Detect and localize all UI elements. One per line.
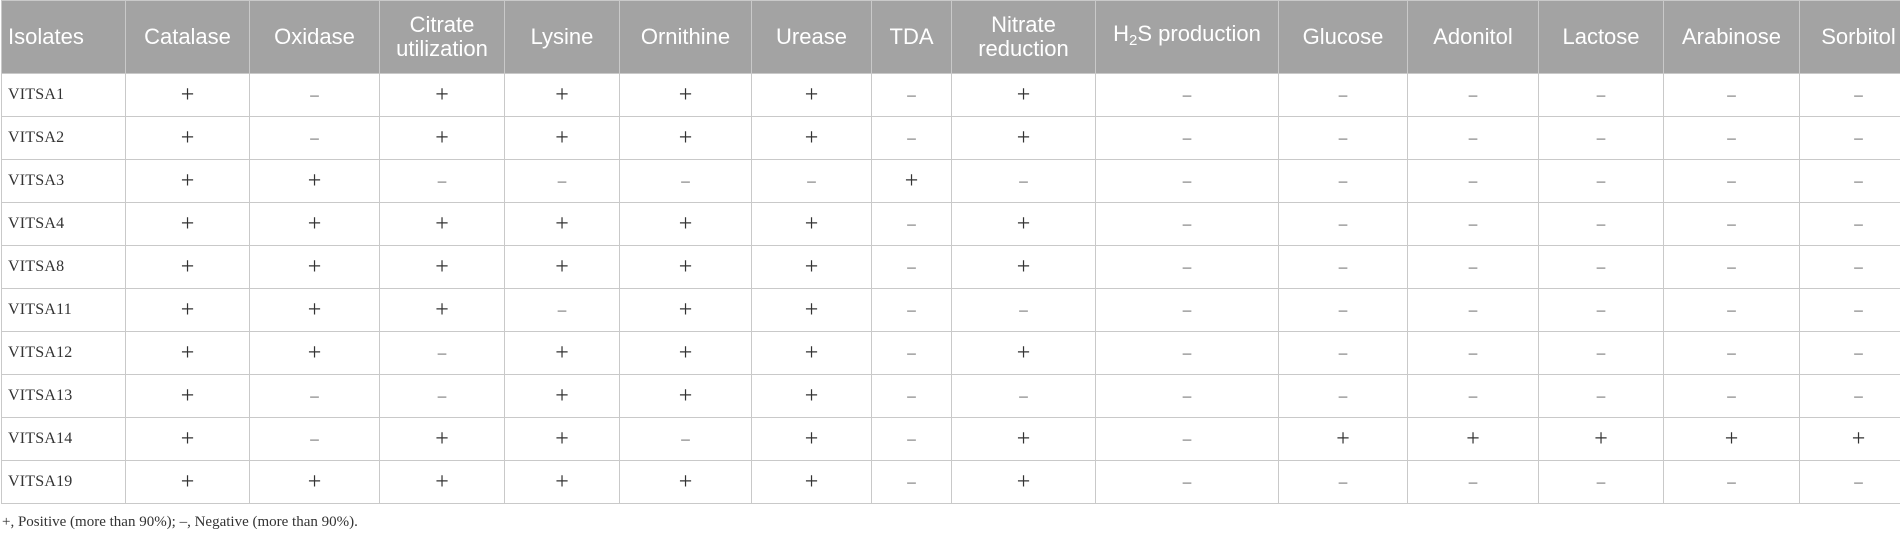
result-cell: +: [952, 246, 1096, 289]
result-cell: +: [505, 375, 620, 418]
table-header: [2, 1, 1900, 74]
result-cell: –: [250, 74, 380, 117]
result-cell: +: [380, 461, 505, 504]
result-cell: +: [752, 289, 872, 332]
column-header: TDA: [872, 1, 952, 74]
isolate-name-cell: VITSA3: [2, 160, 126, 203]
result-cell: +: [250, 203, 380, 246]
result-cell: +: [620, 203, 752, 246]
result-cell: +: [1539, 418, 1664, 461]
result-cell: –: [1800, 203, 1900, 246]
result-cell: +: [952, 117, 1096, 160]
result-cell: +: [250, 289, 380, 332]
column-header: Oxidase: [250, 1, 380, 74]
result-cell: –: [1539, 74, 1664, 117]
result-cell: –: [1664, 289, 1800, 332]
result-cell: –: [1800, 289, 1900, 332]
result-cell: –: [1279, 332, 1408, 375]
result-cell: +: [126, 74, 250, 117]
result-cell: –: [952, 160, 1096, 203]
result-cell: –: [872, 418, 952, 461]
result-cell: +: [752, 203, 872, 246]
result-cell: –: [1664, 461, 1800, 504]
result-cell: –: [1539, 160, 1664, 203]
result-cell: –: [1800, 246, 1900, 289]
column-header: Urease: [752, 1, 872, 74]
result-cell: +: [620, 117, 752, 160]
result-cell: –: [1279, 117, 1408, 160]
subscript-text: 2: [1129, 31, 1138, 49]
result-cell: +: [620, 461, 752, 504]
result-cell: –: [1279, 246, 1408, 289]
result-cell: –: [952, 289, 1096, 332]
result-cell: +: [752, 461, 872, 504]
result-cell: –: [620, 160, 752, 203]
results-table: [1, 0, 1900, 504]
result-cell: –: [1664, 203, 1800, 246]
result-cell: –: [1539, 246, 1664, 289]
result-cell: +: [126, 375, 250, 418]
result-cell: +: [380, 74, 505, 117]
result-cell: +: [126, 160, 250, 203]
isolate-name-cell: VITSA4: [2, 203, 126, 246]
result-cell: +: [380, 289, 505, 332]
result-cell: –: [1096, 461, 1279, 504]
table-row: [2, 160, 1900, 203]
result-cell: +: [620, 289, 752, 332]
result-cell: –: [505, 289, 620, 332]
result-cell: –: [1664, 74, 1800, 117]
result-cell: +: [380, 246, 505, 289]
result-cell: –: [872, 375, 952, 418]
result-cell: –: [1408, 246, 1539, 289]
result-cell: +: [505, 246, 620, 289]
result-cell: –: [1096, 74, 1279, 117]
result-cell: +: [126, 289, 250, 332]
isolate-name-cell: VITSA14: [2, 418, 126, 461]
isolate-name-cell: VITSA8: [2, 246, 126, 289]
result-cell: –: [872, 117, 952, 160]
result-cell: +: [126, 203, 250, 246]
isolate-name-cell: VITSA1: [2, 74, 126, 117]
result-cell: +: [126, 461, 250, 504]
result-cell: –: [250, 117, 380, 160]
result-cell: +: [752, 375, 872, 418]
result-cell: +: [752, 74, 872, 117]
result-cell: –: [1408, 375, 1539, 418]
result-cell: –: [1539, 117, 1664, 160]
column-header: Isolates: [2, 1, 126, 74]
result-cell: +: [250, 332, 380, 375]
isolate-name-cell: VITSA12: [2, 332, 126, 375]
result-cell: –: [1800, 74, 1900, 117]
column-header: Ornithine: [620, 1, 752, 74]
result-cell: –: [1096, 289, 1279, 332]
column-header: Arabinose: [1664, 1, 1800, 74]
result-cell: –: [1096, 332, 1279, 375]
result-cell: +: [380, 418, 505, 461]
isolate-name-cell: VITSA11: [2, 289, 126, 332]
result-cell: –: [1408, 117, 1539, 160]
result-cell: –: [1664, 246, 1800, 289]
result-cell: –: [872, 289, 952, 332]
result-cell: –: [1539, 332, 1664, 375]
table-row: [2, 203, 1900, 246]
table-row: [2, 246, 1900, 289]
result-cell: –: [1408, 74, 1539, 117]
result-cell: –: [380, 332, 505, 375]
column-header: Nitrate reduction: [952, 1, 1096, 74]
table-row: [2, 289, 1900, 332]
result-cell: +: [250, 461, 380, 504]
result-cell: –: [1096, 375, 1279, 418]
result-cell: –: [1096, 246, 1279, 289]
column-header: Citrate utilization: [380, 1, 505, 74]
result-cell: –: [1539, 289, 1664, 332]
result-cell: –: [1664, 332, 1800, 375]
result-cell: +: [752, 418, 872, 461]
result-cell: +: [952, 203, 1096, 246]
result-cell: +: [126, 418, 250, 461]
result-cell: –: [1539, 203, 1664, 246]
result-cell: +: [380, 203, 505, 246]
result-cell: +: [1279, 418, 1408, 461]
column-header: Adonitol: [1408, 1, 1539, 74]
result-cell: –: [872, 203, 952, 246]
result-cell: +: [505, 117, 620, 160]
result-cell: –: [1664, 117, 1800, 160]
table-row: [2, 117, 1900, 160]
result-cell: –: [1279, 160, 1408, 203]
result-cell: –: [1664, 160, 1800, 203]
result-cell: –: [1800, 117, 1900, 160]
isolate-name-cell: VITSA2: [2, 117, 126, 160]
column-header: Glucose: [1279, 1, 1408, 74]
result-cell: +: [620, 74, 752, 117]
result-cell: +: [620, 332, 752, 375]
result-cell: –: [1096, 160, 1279, 203]
column-header: Sorbitol: [1800, 1, 1900, 74]
result-cell: –: [1800, 332, 1900, 375]
result-cell: +: [505, 332, 620, 375]
result-cell: +: [620, 246, 752, 289]
table-body: [2, 74, 1900, 504]
result-cell: +: [126, 332, 250, 375]
result-cell: –: [380, 375, 505, 418]
table-footnote: +, Positive (more than 90%); –, Negative (more than 90%).: [2, 514, 358, 530]
result-cell: –: [872, 246, 952, 289]
isolate-name-cell: VITSA19: [2, 461, 126, 504]
result-cell: –: [872, 74, 952, 117]
isolate-name-cell: VITSA13: [2, 375, 126, 418]
table-row: [2, 418, 1900, 461]
result-cell: –: [1279, 461, 1408, 504]
result-cell: +: [250, 160, 380, 203]
result-cell: +: [126, 117, 250, 160]
result-cell: –: [1539, 375, 1664, 418]
result-cell: +: [380, 117, 505, 160]
result-cell: +: [1408, 418, 1539, 461]
result-cell: –: [250, 375, 380, 418]
result-cell: –: [1408, 203, 1539, 246]
result-cell: –: [250, 418, 380, 461]
result-cell: –: [1800, 375, 1900, 418]
result-cell: –: [1664, 375, 1800, 418]
column-header: Lysine: [505, 1, 620, 74]
result-cell: –: [1408, 160, 1539, 203]
result-cell: –: [1096, 418, 1279, 461]
result-cell: +: [505, 74, 620, 117]
result-cell: –: [1279, 74, 1408, 117]
result-cell: +: [872, 160, 952, 203]
result-cell: –: [1279, 289, 1408, 332]
result-cell: +: [952, 332, 1096, 375]
result-cell: –: [1408, 289, 1539, 332]
table-row: [2, 461, 1900, 504]
result-cell: –: [1408, 461, 1539, 504]
result-cell: –: [505, 160, 620, 203]
result-cell: –: [1096, 203, 1279, 246]
result-cell: +: [505, 418, 620, 461]
result-cell: –: [872, 332, 952, 375]
result-cell: –: [1408, 332, 1539, 375]
result-cell: –: [1800, 461, 1900, 504]
result-cell: –: [752, 160, 872, 203]
result-cell: –: [952, 375, 1096, 418]
result-cell: –: [620, 418, 752, 461]
column-header: $H_2S$ production: [1096, 1, 1279, 74]
result-cell: +: [1664, 418, 1800, 461]
column-header: Catalase: [126, 1, 250, 74]
result-cell: –: [1096, 117, 1279, 160]
result-cell: +: [505, 461, 620, 504]
result-cell: –: [872, 461, 952, 504]
table-row: [2, 332, 1900, 375]
result-cell: +: [752, 332, 872, 375]
result-cell: +: [505, 203, 620, 246]
result-cell: +: [126, 246, 250, 289]
column-header: Lactose: [1539, 1, 1664, 74]
header-row: [2, 1, 1900, 74]
result-cell: +: [620, 375, 752, 418]
result-cell: +: [752, 246, 872, 289]
table-row: [2, 74, 1900, 117]
result-cell: –: [1279, 203, 1408, 246]
table-row: [2, 375, 1900, 418]
result-cell: +: [250, 246, 380, 289]
result-cell: –: [1279, 375, 1408, 418]
result-cell: +: [752, 117, 872, 160]
result-cell: +: [1800, 418, 1900, 461]
result-cell: –: [1800, 160, 1900, 203]
result-cell: +: [952, 418, 1096, 461]
result-cell: –: [1539, 461, 1664, 504]
result-cell: –: [380, 160, 505, 203]
result-cell: +: [952, 74, 1096, 117]
result-cell: +: [952, 461, 1096, 504]
